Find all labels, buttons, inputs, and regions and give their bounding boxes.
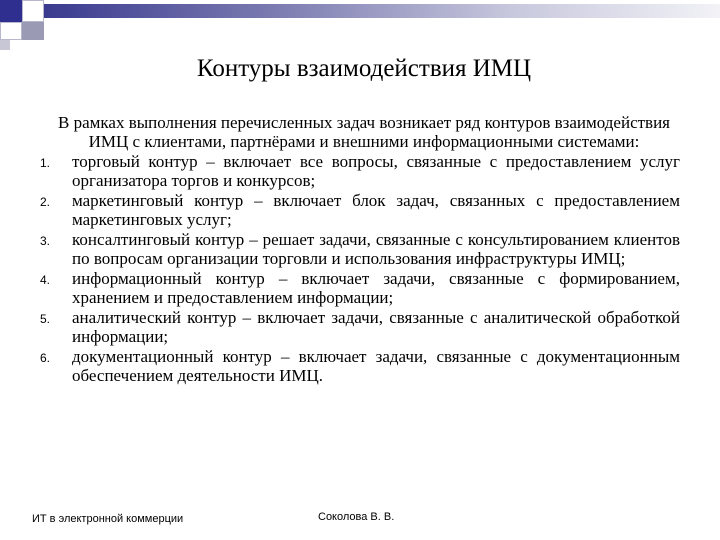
list-item-number: 5. xyxy=(40,312,51,326)
list-item xyxy=(40,192,680,229)
list-item xyxy=(40,270,680,307)
decor-square-outline-lower xyxy=(0,22,22,40)
slide-title: Контуры взаимодействия ИМЦ xyxy=(196,55,532,82)
list-item-number: 6. xyxy=(40,351,51,365)
list-item xyxy=(40,231,680,268)
list-item-number: 4. xyxy=(40,273,51,287)
list-item-text: консалтинговый контур – решает задачи, связанные с консультированием клиентов по вопросам организации торговли и использования инфраструктуры ИМЦ; xyxy=(72,230,680,268)
header-gradient-band xyxy=(44,4,720,18)
decor-square-small xyxy=(0,40,10,50)
decor-square-outline xyxy=(22,0,44,22)
list-item-text: маркетинговый контур – включает блок задач, связанных с предоставлением маркетинговых услуг; xyxy=(72,191,680,229)
list-item-text: аналитический контур – включает задачи, связанные с аналитической обработкой информации; xyxy=(72,308,680,346)
footer-author: Соколова В. В. xyxy=(318,511,395,523)
slide-body xyxy=(40,114,680,387)
intro-paragraph: В рамках выполнения перечисленных задач возникает ряд контуров взаимодействия ИМЦ с клиентами, партнёрами и внешними информационными системами: xyxy=(58,113,670,151)
footer-course-title: ИТ в электронной коммерции xyxy=(32,513,184,525)
list-item xyxy=(40,309,680,346)
list-item-text: торговый контур – включает все вопросы, связанные с предоставлением услуг организатора торгов и конкурсов; xyxy=(72,152,680,190)
list-item-number: 1. xyxy=(40,156,51,170)
list-item-text: информационный контур – включает задачи, связанные с формированием, хранением и предоставлением информации; xyxy=(72,269,680,307)
list-item-number: 3. xyxy=(40,234,51,248)
list-item xyxy=(40,153,680,190)
list-item xyxy=(40,348,680,385)
contour-list xyxy=(40,153,680,385)
list-item-text: документационный контур – включает задачи, связанные с документационным обеспечением деятельности ИМЦ. xyxy=(72,347,680,385)
list-item-number: 2. xyxy=(40,195,51,209)
decor-square-dark xyxy=(0,0,22,22)
decor-square-mid xyxy=(22,22,44,40)
